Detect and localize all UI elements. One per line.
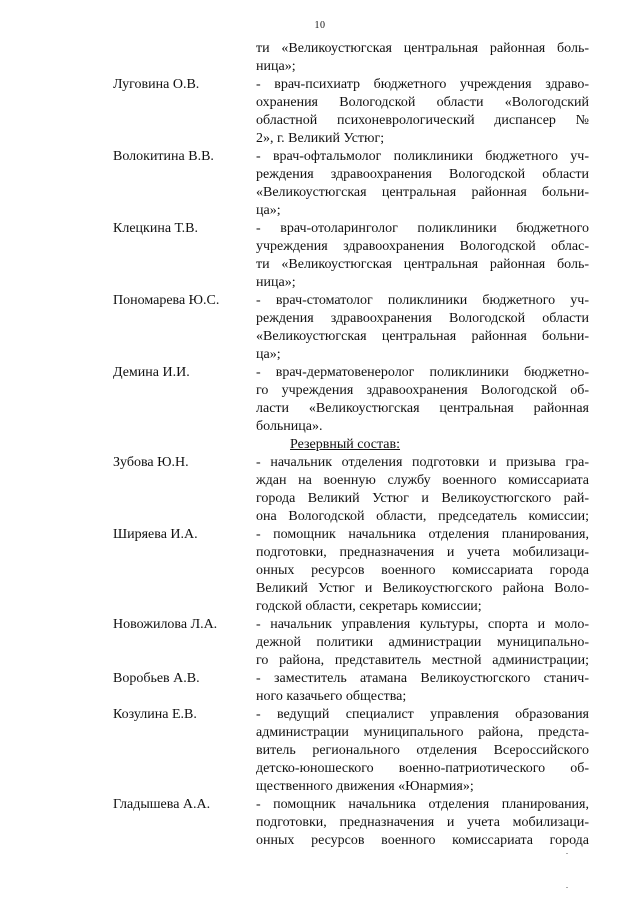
text-line: «Великоустюгская центральная районная больни- bbox=[256, 185, 589, 200]
text-line: учреждения здравоохранения Вологодской облас- bbox=[256, 239, 589, 254]
text-line: онных ресурсов военного комиссариата города bbox=[256, 833, 589, 848]
text-line: - врач-дерматовенеролог поликлиники бюджетно- bbox=[256, 365, 589, 380]
member-name: Клецкина Т.В. bbox=[113, 221, 199, 236]
text-line: ти «Великоустюгская центральная районная боль- bbox=[256, 41, 589, 56]
text-line: - начальник управления культуры, спорта и моло- bbox=[256, 617, 589, 632]
member-name: Новожилова Л.А. bbox=[113, 617, 218, 632]
text-line: больница». bbox=[256, 419, 323, 434]
text-line: - начальник отделения подготовки и призыва гра- bbox=[256, 455, 589, 470]
text-line: ти «Великоустюгская центральная районная боль- bbox=[256, 257, 589, 272]
member-name: Пономарева Ю.С. bbox=[113, 293, 220, 308]
text-line: - врач-стоматолог поликлиники бюджетного уч- bbox=[256, 293, 589, 308]
page-number: 10 bbox=[314, 20, 326, 31]
text-line: щественного движения «Юнармия»; bbox=[256, 779, 474, 794]
text-line: областной психоневрологический диспансер № bbox=[256, 113, 589, 128]
text-line: - врач-отоларинголог поликлиники бюджетного bbox=[256, 221, 589, 236]
text-line: - помощник начальника отделения планирования, bbox=[256, 527, 589, 542]
text-line: ного казачьего общества; bbox=[256, 689, 407, 704]
text-line: реждения здравоохранения Вологодской области bbox=[256, 167, 589, 182]
member-name: Гладышева А.А. bbox=[113, 797, 211, 812]
text-line: подготовки, предназначения и учета мобилизаци- bbox=[256, 815, 589, 830]
text-line: - врач-офтальмолог поликлиники бюджетного уч- bbox=[256, 149, 589, 164]
text-line: Великий Устюг и Великоустюгского района Воло- bbox=[256, 581, 589, 596]
text-line: - ведущий специалист управления образования bbox=[256, 707, 589, 722]
text-line: ница»; bbox=[256, 275, 296, 290]
text-line: годской области, секретарь комиссии; bbox=[256, 599, 482, 614]
member-name: Демина И.И. bbox=[113, 365, 190, 380]
member-name: Ширяева И.А. bbox=[113, 527, 198, 542]
text-line: ласти «Великоустюгская центральная районная bbox=[256, 401, 589, 416]
text-line: ница»; bbox=[256, 59, 296, 74]
text-line: подготовки, предназначения и учета мобилизаци- bbox=[256, 545, 589, 560]
member-name: Козулина Е.В. bbox=[113, 707, 197, 722]
reserve-heading: Резервный состав: bbox=[290, 437, 401, 452]
text-line: реждения здравоохранения Вологодской области bbox=[256, 311, 589, 326]
text-line: го учреждения здравоохранения Вологодской об- bbox=[256, 383, 589, 398]
text-line: она Вологодской области, председатель комиссии; bbox=[256, 509, 589, 524]
text-line: «Великоустюгская центральная районная больни- bbox=[256, 329, 589, 344]
text-line: детско-юношеского военно-патриотического об- bbox=[256, 761, 589, 776]
text-line: - заместитель атамана Великоустюгского станич- bbox=[256, 671, 589, 686]
text-line: - помощник начальника отделения планирования, bbox=[256, 797, 589, 812]
text-line: города Великий Устюг и Великоустюгского рай- bbox=[256, 491, 589, 506]
member-name: Зубова Ю.Н. bbox=[113, 455, 189, 470]
text-line: охранения Вологодской области «Вологодский bbox=[256, 95, 589, 110]
member-name: Воробьев А.В. bbox=[113, 671, 200, 686]
text-line: - врач-психиатр бюджетного учреждения здраво- bbox=[256, 77, 589, 92]
text-line: ца»; bbox=[256, 203, 281, 218]
text-line: го района, представитель местной администрации; bbox=[256, 653, 589, 668]
member-name: Луговина О.В. bbox=[113, 77, 200, 92]
member-name: Волокитина В.В. bbox=[113, 149, 214, 164]
scan-mark: . bbox=[566, 881, 568, 890]
text-line: 2», г. Великий Устюг; bbox=[256, 131, 385, 146]
text-line: ждан на военную службу военного комиссариата bbox=[256, 473, 589, 488]
text-line: администрации муниципального района, предста- bbox=[256, 725, 589, 740]
text-line: витель регионального отделения Всероссийского bbox=[256, 743, 589, 758]
text-line: онных ресурсов военного комиссариата города bbox=[256, 563, 589, 578]
text-line: дежной политики администрации муниципально- bbox=[256, 635, 589, 650]
scan-mark: . bbox=[566, 847, 568, 856]
text-line: ца»; bbox=[256, 347, 281, 362]
